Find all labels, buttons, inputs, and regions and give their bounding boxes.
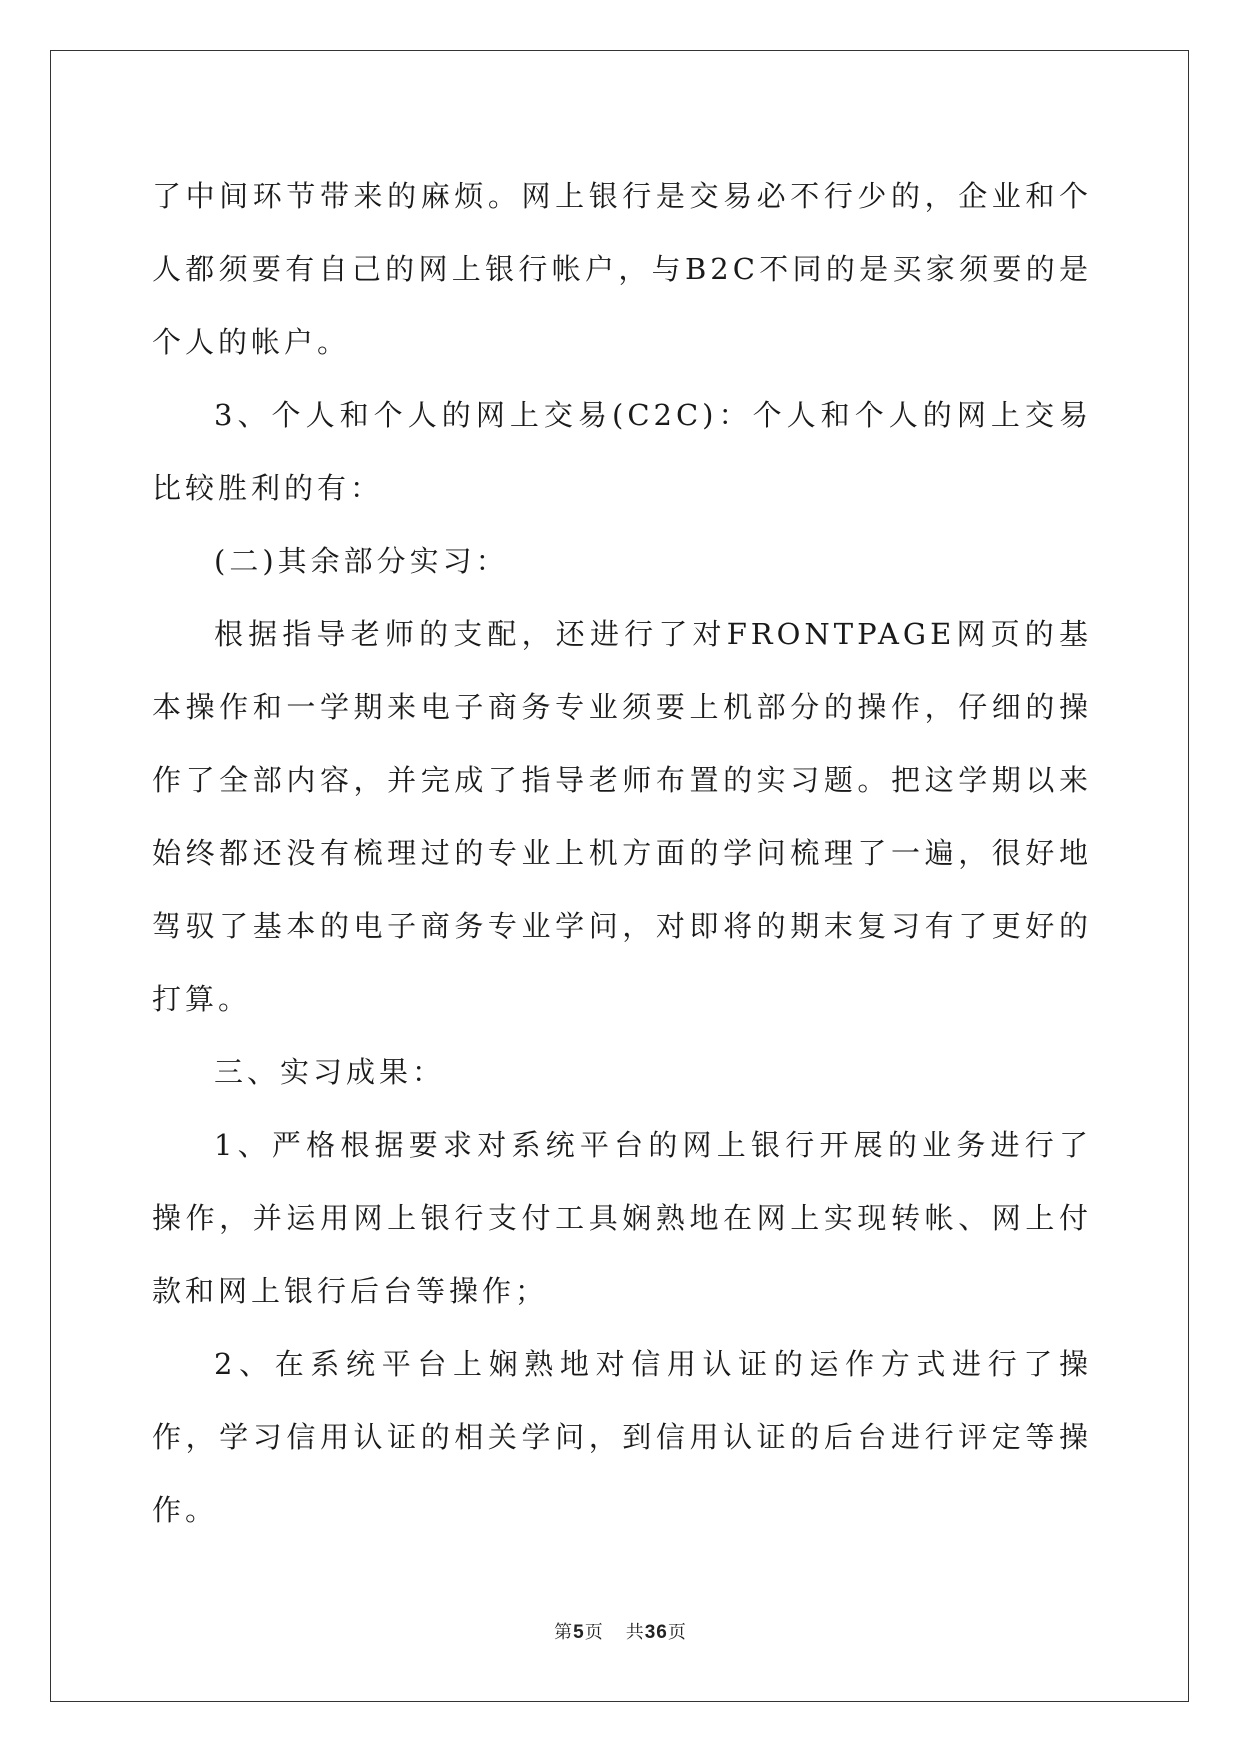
current-page-number: 5 <box>573 1622 585 1643</box>
paragraph-2: 3、个人和个人的网上交易(C2C)：个人和个人的网上交易比较胜利的有： <box>152 398 1092 505</box>
paragraph-3: (二)其余部分实习： <box>214 544 509 578</box>
total-pages-number: 36 <box>644 1622 668 1643</box>
paragraph-7: 2、在系统平台上娴熟地对信用认证的运作方式进行了操作，学习信用认证的相关学问，到信用认证的后台进行评定等操作。 <box>152 1347 1092 1527</box>
paragraph-4: 根据指导老师的支配，还进行了对FRONTPAGE网页的基本操作和一学期来电子商务专业须要上机部分的操作，仔细的操作了全部内容，并完成了指导老师布置的实习题。把这学期以来始终都还没有梳理过的专业上机方面的学问梳理了一遍，很好地驾驭了基本的电子商务专业学问，对即将的期末复习有了更好的打算。 <box>152 617 1092 1016</box>
paragraph-5: 三、实习成果： <box>214 1055 446 1089</box>
page-footer <box>0 1618 1241 1644</box>
total-prefix: 共 <box>625 1622 645 1643</box>
paragraph-6: 1、严格根据要求对系统平台的网上银行开展的业务进行了操作，并运用网上银行支付工具娴熟地在网上实现转帐、网上付款和网上银行后台等操作； <box>152 1128 1092 1308</box>
page-suffix: 页 <box>584 1622 604 1643</box>
paragraph-1: 了中间环节带来的麻烦。网上银行是交易必不行少的，企业和个人都须要有自己的网上银行帐户，与B2C不同的是买家须要的是个人的帐户。 <box>152 179 1092 359</box>
page-prefix: 第 <box>554 1622 574 1643</box>
total-suffix: 页 <box>667 1622 687 1643</box>
document-body <box>152 160 1092 1547</box>
